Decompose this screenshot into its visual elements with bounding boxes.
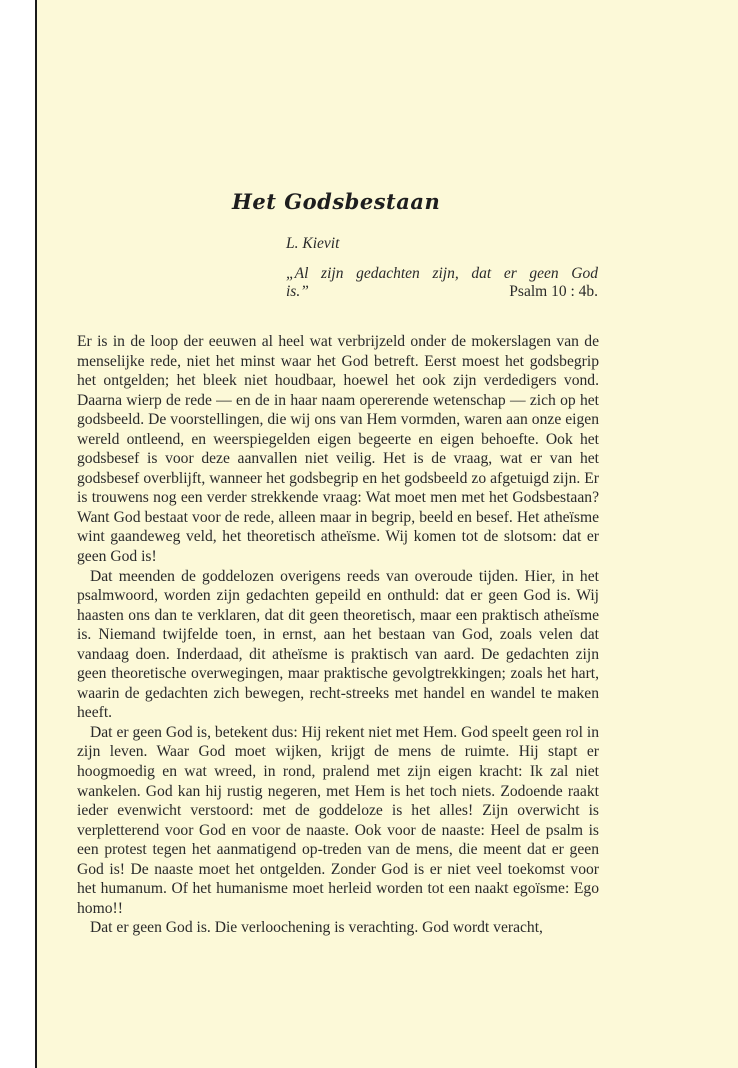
epigraph-quote-line2: is.”	[286, 283, 309, 300]
paragraph: Dat meenden de goddelozen overigens reeds van overoude tijden. Hier, in het psalmwoord, worden zijn gedachten gepeild en onthuld: dat er geen God is. Wij haasten ons dan te verklaren, dat dit geen theoretisch, maar een praktisch atheïsme is. Niemand twijfelde toen, in ernst, aan het bestaan van God, zoals velen dat vandaag doen. Inderdaad, dit atheïsme is praktisch van aard. De gedachten zijn geen theoretische overwegingen, maar praktische gevolgtrekkingen; zoals het hart, waarin de gedachten zich bewegen, recht-streeks met handel en wandel te maken heeft.	[77, 567, 599, 722]
paragraph: Dat er geen God is, betekent dus: Hij rekent niet met Hem. God speelt geen rol in zijn leven. Waar God moet wijken, krijgt de mens de ruimte. Hij stapt er hoogmoedig en wat wreed, in rond, pralend met zijn eigen kracht: Ik zal niet wankelen. God kan hij rustig negeren, met Hem is het toch niets. Zodoende raakt ieder evenwicht verstoord: met de goddeloze is het alles! Zijn overwicht is verpletterend voor God en voor de naaste. Ook voor de naaste: Heel de psalm is een protest tegen het aanmatigend op-treden van de mens, die meent dat er geen God is! De naaste moet het ontgelden. Zonder God is er niet veel toekomst voor het humanum. Of het humanisme moet herleid worden tot een naakt egoïsme: Ego homo!!	[77, 723, 599, 917]
paragraph: Er is in de loop der eeuwen al heel wat verbrijzeld onder de mokerslagen van de menselijke rede, niet het minst waar het God betreft. Eerst moest het godsbegrip het ontgelden; het bleek niet houdbaar, hoewel het ook zijn verdedigers vond. Daarna wierp de rede — en de in haar naam opererende wetenschap — zich op het godsbeeld. De voorstellingen, die wij ons van Hem vormden, waren aan onze eigen wereld ontleend, en weerspiegelden eigen begeerte en eigen behoefte. Ook het godsbesef is voor deze aanvallen niet veilig. Het is de vraag, wat er van het godsbesef overblijft, wanneer het godsbegrip en het godsbeeld zo afgetuigd zijn. Er is trouwens nog een verder strekkende vraag: Wat moet men met het Godsbestaan? Want God bestaat voor de rede, alleen maar in begrip, beeld en besef. Het atheïsme wint gaandeweg veld, het theoretisch atheïsme. Wij komen tot de slotsom: dat er geen God is!	[77, 333, 599, 566]
scan-margin	[0, 0, 35, 1068]
article-body	[77, 332, 599, 938]
epigraph-quote-line1: „Al zijn gedachten zijn, dat er geen God	[286, 265, 598, 282]
paragraph: Dat er geen God is. Die verloochening is verachting. God wordt veracht,	[90, 919, 543, 937]
article-title: Het Godsbestaan	[232, 189, 441, 214]
epigraph-last-line	[286, 283, 598, 301]
epigraph-reference: Psalm 10 : 4b.	[509, 283, 598, 300]
epigraph	[286, 265, 598, 301]
article-author: L. Kievit	[286, 235, 340, 252]
